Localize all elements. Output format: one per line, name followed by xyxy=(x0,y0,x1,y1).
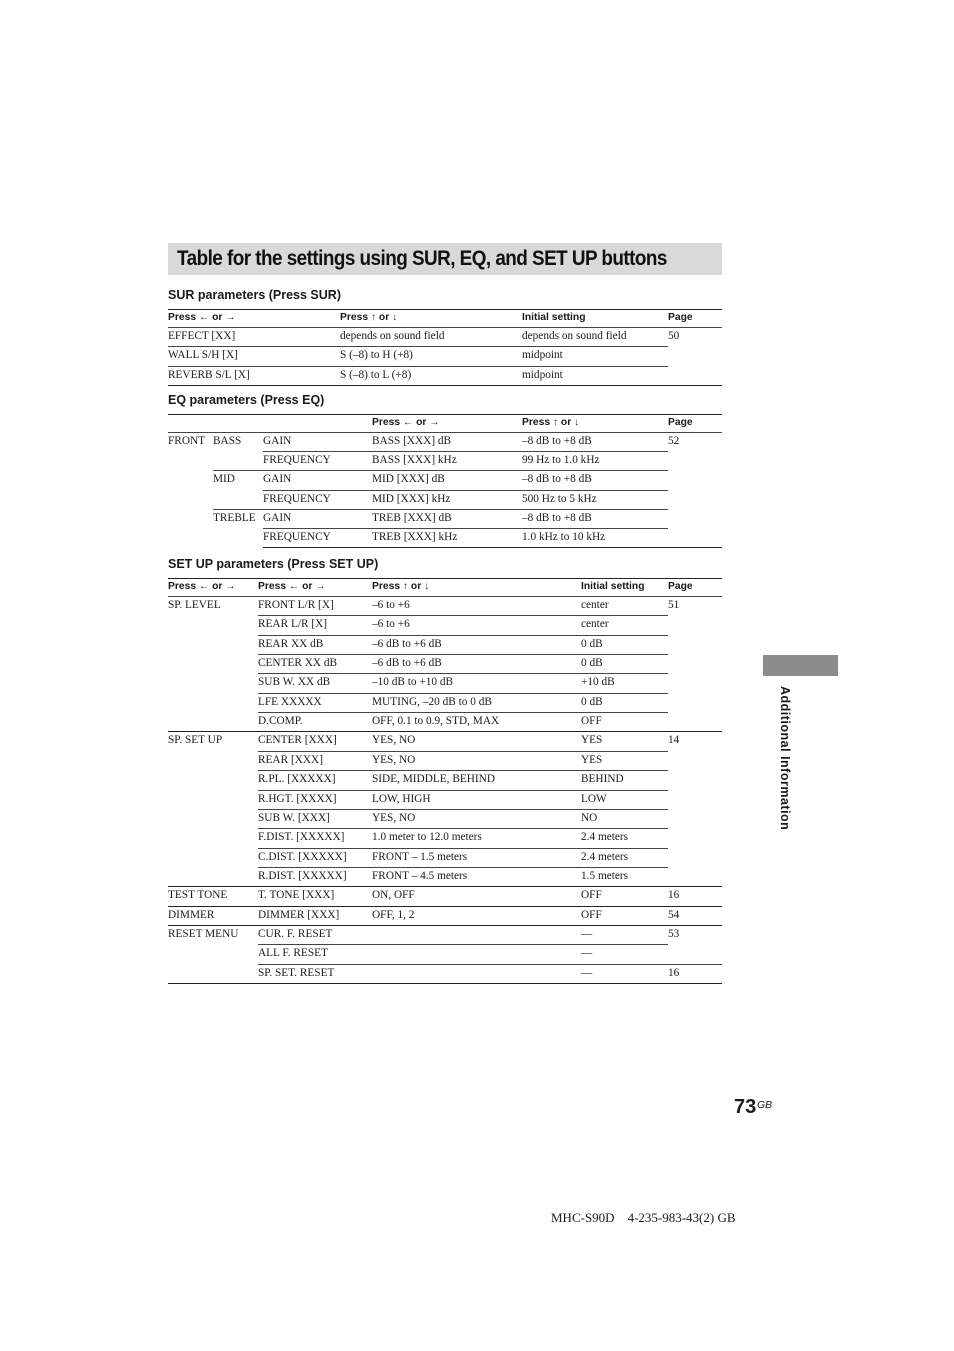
table-cell: CENTER [XXX] xyxy=(258,734,337,747)
table-rule xyxy=(258,635,668,636)
table-cell: FREQUENCY xyxy=(263,454,331,467)
table-cell: REVERB S/L [X] xyxy=(168,368,250,381)
table-cell: MID xyxy=(213,473,235,486)
table-rule xyxy=(213,509,668,510)
table-cell: 2.4 meters xyxy=(581,831,629,844)
sur-heading: SUR parameters (Press SUR) xyxy=(168,288,341,302)
table-cell: 52 xyxy=(668,435,680,447)
table-cell: 500 Hz to 5 kHz xyxy=(522,492,597,505)
table-cell: TEST TONE xyxy=(168,889,228,902)
table-cell: 51 xyxy=(668,599,680,611)
table-cell: 14 xyxy=(668,734,680,747)
section-tab xyxy=(763,655,838,676)
table-cell: BASS xyxy=(213,435,242,447)
table-cell: DIMMER xyxy=(168,908,215,921)
table-cell: YES, NO xyxy=(372,734,416,747)
table-cell: OFF, 1, 2 xyxy=(372,908,415,921)
table-rule xyxy=(258,867,668,868)
table-cell: –6 to +6 xyxy=(372,618,410,631)
table-rule xyxy=(258,673,668,674)
table-cell: YES, NO xyxy=(372,753,416,766)
table-cell: SUB W. [XXX] xyxy=(258,811,330,824)
table-rule xyxy=(168,309,722,310)
table-cell: FRONT – 4.5 meters xyxy=(372,869,468,882)
table-cell: OFF xyxy=(581,715,602,728)
table-rule xyxy=(168,346,668,347)
table-cell: FREQUENCY xyxy=(263,531,331,543)
table-cell: LOW, HIGH xyxy=(372,792,431,805)
table-cell: CENTER XX dB xyxy=(258,657,338,670)
table-rule xyxy=(258,712,668,713)
table-cell: WALL S/H [X] xyxy=(168,349,238,362)
table-header: Press ↑ or ↓ xyxy=(372,581,430,592)
table-cell: MID [XXX] dB xyxy=(372,473,445,486)
table-cell: MUTING, –20 dB to 0 dB xyxy=(372,695,492,708)
table-rule xyxy=(263,528,668,529)
table-cell: — xyxy=(581,966,593,979)
table-header: Page xyxy=(668,312,693,323)
table-header: Press ↑ or ↓ xyxy=(522,417,580,428)
table-cell: R.PL. [XXXXX] xyxy=(258,773,336,786)
table-cell: SP. SET. RESET xyxy=(258,966,335,979)
table-cell: YES, NO xyxy=(372,811,416,824)
table-cell: FRONT L/R [X] xyxy=(258,599,334,611)
table-cell: GAIN xyxy=(263,435,292,447)
table-cell: REAR L/R [X] xyxy=(258,618,328,631)
table-cell: SP. SET UP xyxy=(168,734,223,747)
eq-front-label: FRONT xyxy=(168,435,206,447)
table-rule xyxy=(258,809,668,810)
table-header: Press ← or → xyxy=(168,312,236,323)
table-cell: R.HGT. [XXXX] xyxy=(258,792,337,805)
table-header: Press ← or → xyxy=(168,581,236,592)
table-rule xyxy=(258,848,668,849)
table-cell: OFF xyxy=(581,908,602,921)
page-number: 73 xyxy=(734,1096,757,1118)
table-rule xyxy=(258,964,722,965)
table-cell: 1.0 meter to 12.0 meters xyxy=(372,831,482,844)
table-rule xyxy=(168,925,722,926)
table-rule xyxy=(168,596,722,597)
table-cell: ALL F. RESET xyxy=(258,947,328,960)
table-rule xyxy=(258,828,668,829)
table-cell: –8 dB to +8 dB xyxy=(522,511,592,524)
table-rule xyxy=(168,432,722,433)
table-cell: SP. LEVEL xyxy=(168,599,221,611)
table-cell: REAR XX dB xyxy=(258,637,324,650)
table-cell: TREB [XXX] kHz xyxy=(372,531,458,543)
table-cell: NO xyxy=(581,811,598,824)
table-cell: — xyxy=(581,927,593,940)
table-cell: 0 dB xyxy=(581,637,603,650)
table-cell: ON, OFF xyxy=(372,889,415,902)
table-cell: –6 to +6 xyxy=(372,599,410,611)
table-rule xyxy=(168,327,722,328)
table-cell: REAR [XXX] xyxy=(258,753,323,766)
table-cell: C.DIST. [XXXXX] xyxy=(258,850,347,863)
table-header: Initial setting xyxy=(522,312,586,323)
table-cell: BEHIND xyxy=(581,773,624,786)
table-cell: FRONT – 1.5 meters xyxy=(372,850,468,863)
table-cell: 1.5 meters xyxy=(581,869,629,882)
table-rule xyxy=(168,886,722,887)
table-cell: SUB W. XX dB xyxy=(258,676,331,689)
table-cell: YES xyxy=(581,734,603,747)
table-cell: 0 dB xyxy=(581,657,603,670)
table-cell: 50 xyxy=(668,330,680,342)
table-rule xyxy=(168,731,722,732)
table-cell: –8 dB to +8 dB xyxy=(522,473,592,486)
table-cell: center xyxy=(581,599,609,611)
table-rule xyxy=(213,470,668,471)
table-cell: SIDE, MIDDLE, BEHIND xyxy=(372,773,495,786)
table-cell: F.DIST. [XXXXX] xyxy=(258,831,345,844)
table-cell: GAIN xyxy=(263,511,292,524)
footer-model-code: MHC-S90D 4-235-983-43(2) GB xyxy=(551,1210,736,1225)
table-header: Press ← or → xyxy=(258,581,326,592)
setup-heading: SET UP parameters (Press SET UP) xyxy=(168,557,379,571)
table-cell: T. TONE [XXX] xyxy=(258,889,335,902)
section-label: Additional Information xyxy=(778,686,792,831)
table-cell: 0 dB xyxy=(581,695,603,708)
table-cell: +10 dB xyxy=(581,676,615,689)
table-cell: DIMMER [XXX] xyxy=(258,908,340,921)
table-rule xyxy=(168,366,668,367)
table-rule xyxy=(168,983,722,984)
table-cell: OFF, 0.1 to 0.9, STD, MAX xyxy=(372,715,500,728)
table-rule xyxy=(258,654,668,655)
table-cell: midpoint xyxy=(522,368,563,381)
table-cell: 1.0 kHz to 10 kHz xyxy=(522,531,606,543)
table-cell: TREBLE xyxy=(213,511,256,524)
table-cell: midpoint xyxy=(522,349,563,362)
table-cell: –10 dB to +10 dB xyxy=(372,676,454,689)
table-cell: 53 xyxy=(668,927,680,940)
table-rule xyxy=(258,944,668,945)
table-cell: LOW xyxy=(581,792,607,805)
table-header: Press ← or → xyxy=(372,417,440,428)
table-rule xyxy=(168,385,722,386)
table-cell: 54 xyxy=(668,908,680,921)
table-cell: TREB [XXX] dB xyxy=(372,511,452,524)
table-cell: 2.4 meters xyxy=(581,850,629,863)
table-rule xyxy=(263,451,668,452)
table-cell: center xyxy=(581,618,609,631)
table-cell: –6 dB to +6 dB xyxy=(372,637,442,650)
table-rule xyxy=(263,547,722,548)
table-rule xyxy=(263,490,668,491)
table-cell: 16 xyxy=(668,966,680,979)
table-cell: 99 Hz to 1.0 kHz xyxy=(522,454,600,467)
table-rule xyxy=(258,790,668,791)
table-cell: MID [XXX] kHz xyxy=(372,492,451,505)
table-cell: LFE XXXXX xyxy=(258,695,322,708)
table-cell: GAIN xyxy=(263,473,292,486)
table-cell: depends on sound field xyxy=(340,330,445,342)
table-rule xyxy=(168,414,722,415)
table-cell: EFFECT [XX] xyxy=(168,330,236,342)
table-cell: S (–8) to L (+8) xyxy=(340,368,412,381)
table-cell: R.DIST. [XXXXX] xyxy=(258,869,347,882)
table-cell: YES xyxy=(581,753,603,766)
table-rule xyxy=(258,770,668,771)
table-rule xyxy=(258,615,668,616)
table-header: Initial setting xyxy=(581,581,645,592)
page-title: Table for the settings using SUR, EQ, and SET UP buttons xyxy=(177,247,667,270)
table-rule xyxy=(168,578,722,579)
table-cell: S (–8) to H (+8) xyxy=(340,349,413,362)
table-cell: BASS [XXX] kHz xyxy=(372,454,457,467)
table-cell: 16 xyxy=(668,889,680,902)
table-header: Press ↑ or ↓ xyxy=(340,312,398,323)
table-cell: OFF xyxy=(581,889,602,902)
table-rule xyxy=(168,906,722,907)
table-cell: CUR. F. RESET xyxy=(258,927,333,940)
table-rule xyxy=(258,751,668,752)
table-cell: depends on sound field xyxy=(522,330,627,342)
table-rule xyxy=(258,693,668,694)
table-cell: FREQUENCY xyxy=(263,492,331,505)
page-title-bar xyxy=(168,243,722,275)
table-cell: D.COMP. xyxy=(258,715,303,728)
table-header: Page xyxy=(668,417,693,428)
eq-heading: EQ parameters (Press EQ) xyxy=(168,393,325,407)
page-suffix: GB xyxy=(757,1099,773,1111)
table-cell: — xyxy=(581,947,593,960)
table-cell: RESET MENU xyxy=(168,927,239,940)
table-cell: BASS [XXX] dB xyxy=(372,435,452,447)
table-cell: –8 dB to +8 dB xyxy=(522,435,592,447)
table-header: Page xyxy=(668,581,693,592)
table-cell: –6 dB to +6 dB xyxy=(372,657,442,670)
